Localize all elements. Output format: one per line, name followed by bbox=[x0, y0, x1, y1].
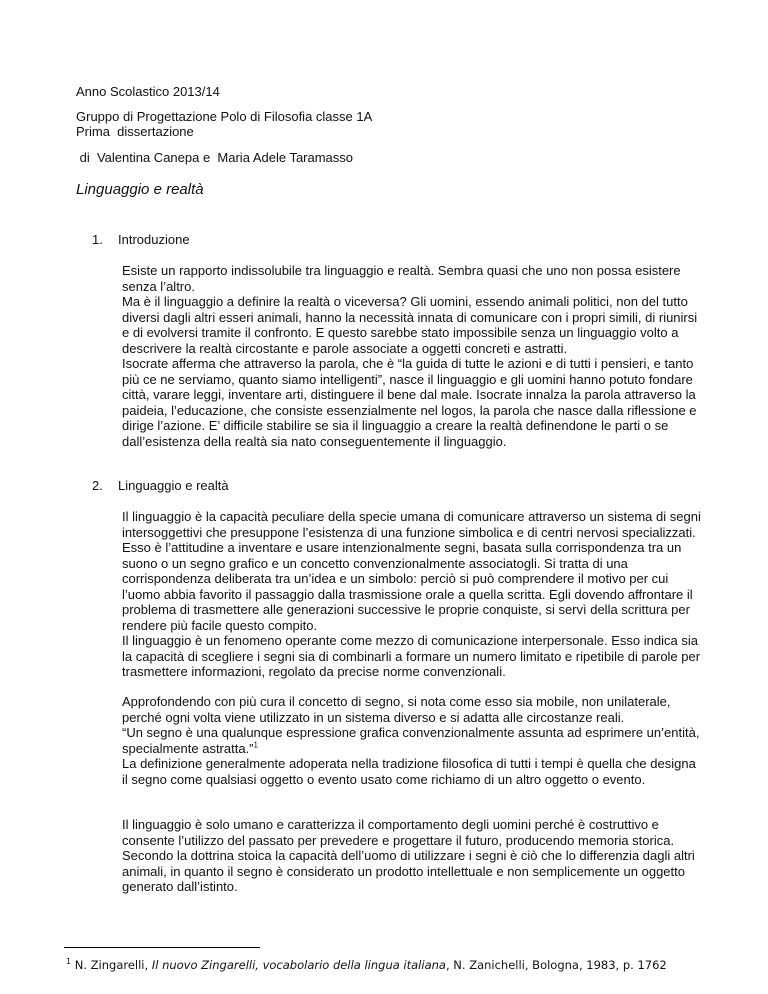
text-line bbox=[122, 741, 258, 757]
text-line: Il linguaggio è solo umano e caratterizza il comportamento degli uomini perché è costruttivo e bbox=[122, 817, 659, 832]
text-line: problema di trasmettere alle generazioni successive le proprie conquiste, si servì della scrittura per bbox=[122, 602, 690, 617]
text-line: senza l’altro. bbox=[122, 278, 195, 294]
footnote-author: N. Zingarelli, bbox=[71, 958, 152, 972]
section-1-heading bbox=[92, 232, 190, 248]
text-line: città, varare leggi, inventare arti, distinguere il bene dal male. Isocrate innalza la parola attraverso la bbox=[122, 387, 696, 402]
footnote-separator bbox=[64, 947, 260, 948]
document-title: Linguaggio e realtà bbox=[76, 181, 204, 198]
text-line: rendere più facile questo compito. bbox=[122, 617, 318, 633]
text-line: Il linguaggio è un fenomeno operante come mezzo di comunicazione interpersonale. Esso indica sia bbox=[122, 633, 698, 648]
footnote bbox=[66, 958, 667, 974]
section-1-number: 1. bbox=[92, 232, 103, 247]
text-line: dirige l’azione. E’ difficile stabilire se sia il linguaggio a creare la realtà definendone le parti o se bbox=[122, 418, 669, 433]
text-line: l’uomo abbia favorito il passaggio dalla trasmissione orale a quella scritta. Egli dovendo affrontare il bbox=[122, 586, 693, 602]
text-line: Esso è l’attitudine a inventare e usare intenzionalmente segni, basata sulla corrispondenza tra un bbox=[122, 540, 682, 555]
text-line: intersoggettivi che presuppone l’esistenza di una funzione simbolica e di centri nervosi specializzati. bbox=[122, 524, 696, 540]
school-year: Anno Scolastico 2013/14 bbox=[76, 84, 220, 99]
dissertation-line: Prima dissertazione bbox=[76, 124, 194, 139]
text-line: “Un segno è una qualunque espressione grafica convenzionalmente assunta ad esprimere un’entità, bbox=[122, 725, 700, 740]
footnote-publication: , N. Zanichelli, Bologna, 1983, p. 1762 bbox=[445, 958, 667, 972]
text-line: e di evolversi tramite il confronto. E questo sarebbe stato impossibile senza un linguaggio volto a bbox=[122, 325, 679, 340]
text-line: perché ogni volta viene utilizzato in un sistema diverso e si adatta alle circostanze reali. bbox=[122, 709, 625, 725]
text-line: generato dall’istinto. bbox=[122, 879, 238, 894]
text-line: Isocrate afferma che attraverso la parola, che è “la guida di tutte le azioni e di tutti i pensieri, e tanto bbox=[122, 356, 694, 371]
text-line: Esiste un rapporto indissolubile tra linguaggio e realtà. Sembra quasi che uno non possa esistere bbox=[122, 263, 681, 278]
quote-end: specialmente astratta.” bbox=[122, 740, 254, 756]
text-line: la capacità di scegliere i segni sia di combinarli a formare un numero limitato e ripetibile di parole per bbox=[122, 648, 701, 664]
text-line: animali, in quanto il segno è considerato un prodotto intellettuale e non semplicemente un oggetto bbox=[122, 863, 685, 879]
text-line: paideia, l’educazione, che consiste essenzialmente nel logos, la parola che nasce dalla riflessione e bbox=[122, 402, 697, 418]
group-line: Gruppo di Progettazione Polo di Filosofia classe 1A bbox=[76, 109, 373, 124]
footnote-mark: 1 bbox=[66, 957, 72, 967]
section-2-heading bbox=[92, 478, 229, 494]
text-line: Ma è il linguaggio a definire la realtà o viceversa? Gli uomini, essendo animali politici, non del tutto bbox=[122, 294, 688, 309]
text-line: dall’esistenza della realtà sia nato conseguentemente il linguaggio. bbox=[122, 433, 507, 449]
text-line: Il linguaggio è la capacità peculiare della specie umana di comunicare attraverso un sistema di segni bbox=[122, 509, 701, 524]
text-line: suono o un segno grafico e un concetto convenzionalmente associatogli. Si tratta di una bbox=[122, 555, 628, 571]
text-line: La definizione generalmente adoperata nella tradizione filosofica di tutti i tempi è quella che designa bbox=[122, 756, 696, 771]
section-2-number: 2. bbox=[92, 478, 103, 493]
footnote-work: Il nuovo Zingarelli, vocabolario della lingua italiana bbox=[151, 958, 446, 972]
text-line: Secondo la dottrina stoica la capacità dell’uomo di utilizzare i segni è ciò che lo differenzia dagli altri bbox=[122, 848, 695, 863]
text-line: corrispondenza deliberata tra un’idea e un simbolo: perciò si può comprendere il motivo per cui bbox=[122, 571, 669, 586]
text-line: più ce ne serviamo, quanto siamo intelligenti”, nasce il linguaggio e gli uomini hanno potuto fondare bbox=[122, 371, 693, 387]
text-line: diversi dagli altri esseri animali, hanno la necessità innata di comunicare con i propri simili, di riunirsi bbox=[122, 309, 698, 325]
authors-line: di Valentina Canepa e Maria Adele Taramasso bbox=[76, 150, 354, 165]
section-2-title: Linguaggio e realtà bbox=[118, 478, 229, 493]
footnote-reference[interactable]: 1 bbox=[253, 740, 258, 750]
text-line: trasmettere informazioni, regolato da precise norme convenzionali. bbox=[122, 664, 506, 679]
text-line: consente l’utilizzo del passato per prevedere e progettare il futuro, producendo memoria storica. bbox=[122, 832, 675, 848]
text-line: il segno come qualsiasi oggetto o evento usato come richiamo di un altro oggetto o evento. bbox=[122, 771, 646, 787]
text-line: descrivere la realtà circostante e parole associate a oggetti concreti e astratti. bbox=[122, 340, 568, 356]
section-1-title: Introduzione bbox=[118, 232, 190, 247]
text-line: Approfondendo con più cura il concetto di segno, si nota come esso sia mobile, non unilaterale, bbox=[122, 694, 671, 709]
